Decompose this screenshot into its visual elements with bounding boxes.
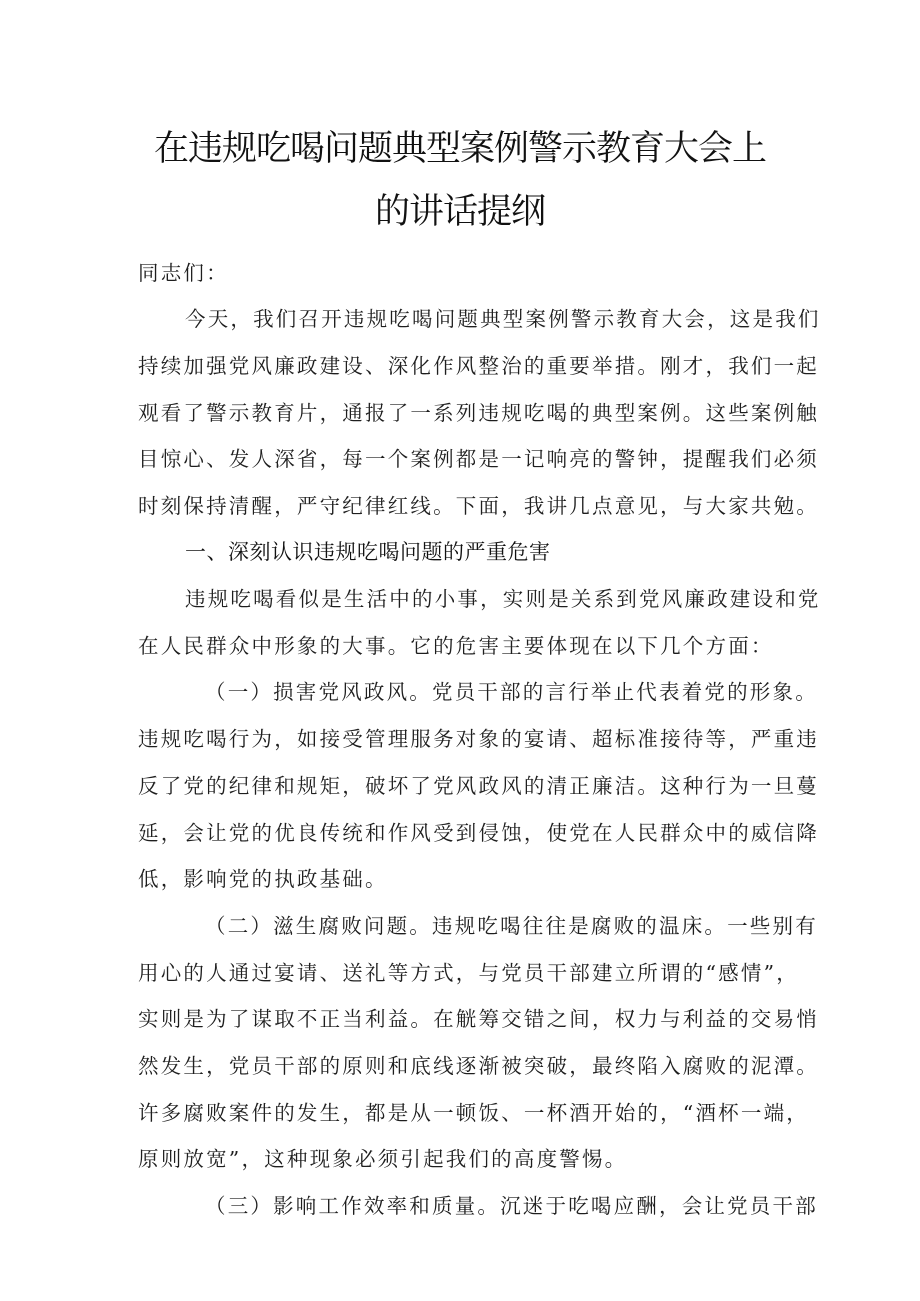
paragraph-line: 低，影响党的执政基础。 [138, 867, 388, 891]
paragraph-line: （二）滋生腐败问题。违规吃喝往往是腐败的温床。一些别有 [205, 914, 818, 938]
paragraph-line: （三）影响工作效率和质量。沉迷于吃喝应酬，会让党员干部 [205, 1194, 818, 1218]
paragraph-line: 目惊心、发人深省，每一个案例都是一记响亮的警钟，提醒我们必须 [138, 447, 819, 471]
paragraph-line: 在人民群众中形象的大事。它的危害主要体现在以下几个方面： [138, 634, 774, 658]
paragraph-line: （一）损害党风政风。党员干部的言行举止代表着党的形象。 [205, 680, 818, 704]
paragraph-line: 反了党的纪律和规矩，破坏了党风政风的清正廉洁。这种行为一旦蔓 [138, 774, 819, 798]
paragraph-line: 延，会让党的优良传统和作风受到侵蚀，使党在人民群众中的威信降 [138, 821, 819, 845]
paragraph-line: 违规吃喝行为，如接受管理服务对象的宴请、超标准接待等，严重违 [138, 727, 819, 751]
paragraph-line: 持续加强党风廉政建设、深化作风整治的重要举措。刚才，我们一起 [138, 354, 819, 378]
paragraph-line: 用心的人通过宴请、送礼等方式，与党员干部建立所谓的“感情”， [138, 961, 799, 985]
paragraph-line: 然发生，党员干部的原则和底线逐渐被突破，最终陷入腐败的泥潭。 [138, 1054, 819, 1078]
paragraph-line: 原则放宽”，这种现象必须引起我们的高度警惕。 [138, 1147, 628, 1171]
document-title-line-2: 的讲话提纲 [374, 192, 545, 232]
section-heading: 一、深刻认识违规吃喝问题的严重危害 [185, 540, 551, 564]
salutation: 同志们： [138, 261, 229, 285]
paragraph-line: 今天，我们召开违规吃喝问题典型案例警示教育大会，这是我们 [185, 307, 821, 331]
document-title-line-1: 在违规吃喝问题典型案例警示教育大会上 [153, 129, 766, 169]
paragraph-line: 实则是为了谋取不正当利益。在觥筹交错之间，权力与利益的交易悄 [138, 1007, 819, 1031]
paragraph-line: 许多腐败案件的发生，都是从一顿饭、一杯酒开始的，“酒杯一端， [138, 1101, 809, 1125]
paragraph-line: 观看了警示教育片，通报了一系列违规吃喝的典型案例。这些案例触 [138, 401, 819, 425]
paragraph-line: 违规吃喝看似是生活中的小事，实则是关系到党风廉政建设和党 [185, 587, 821, 611]
paragraph-line: 时刻保持清醒，严守纪律红线。下面，我讲几点意见，与大家共勉。 [138, 494, 819, 518]
